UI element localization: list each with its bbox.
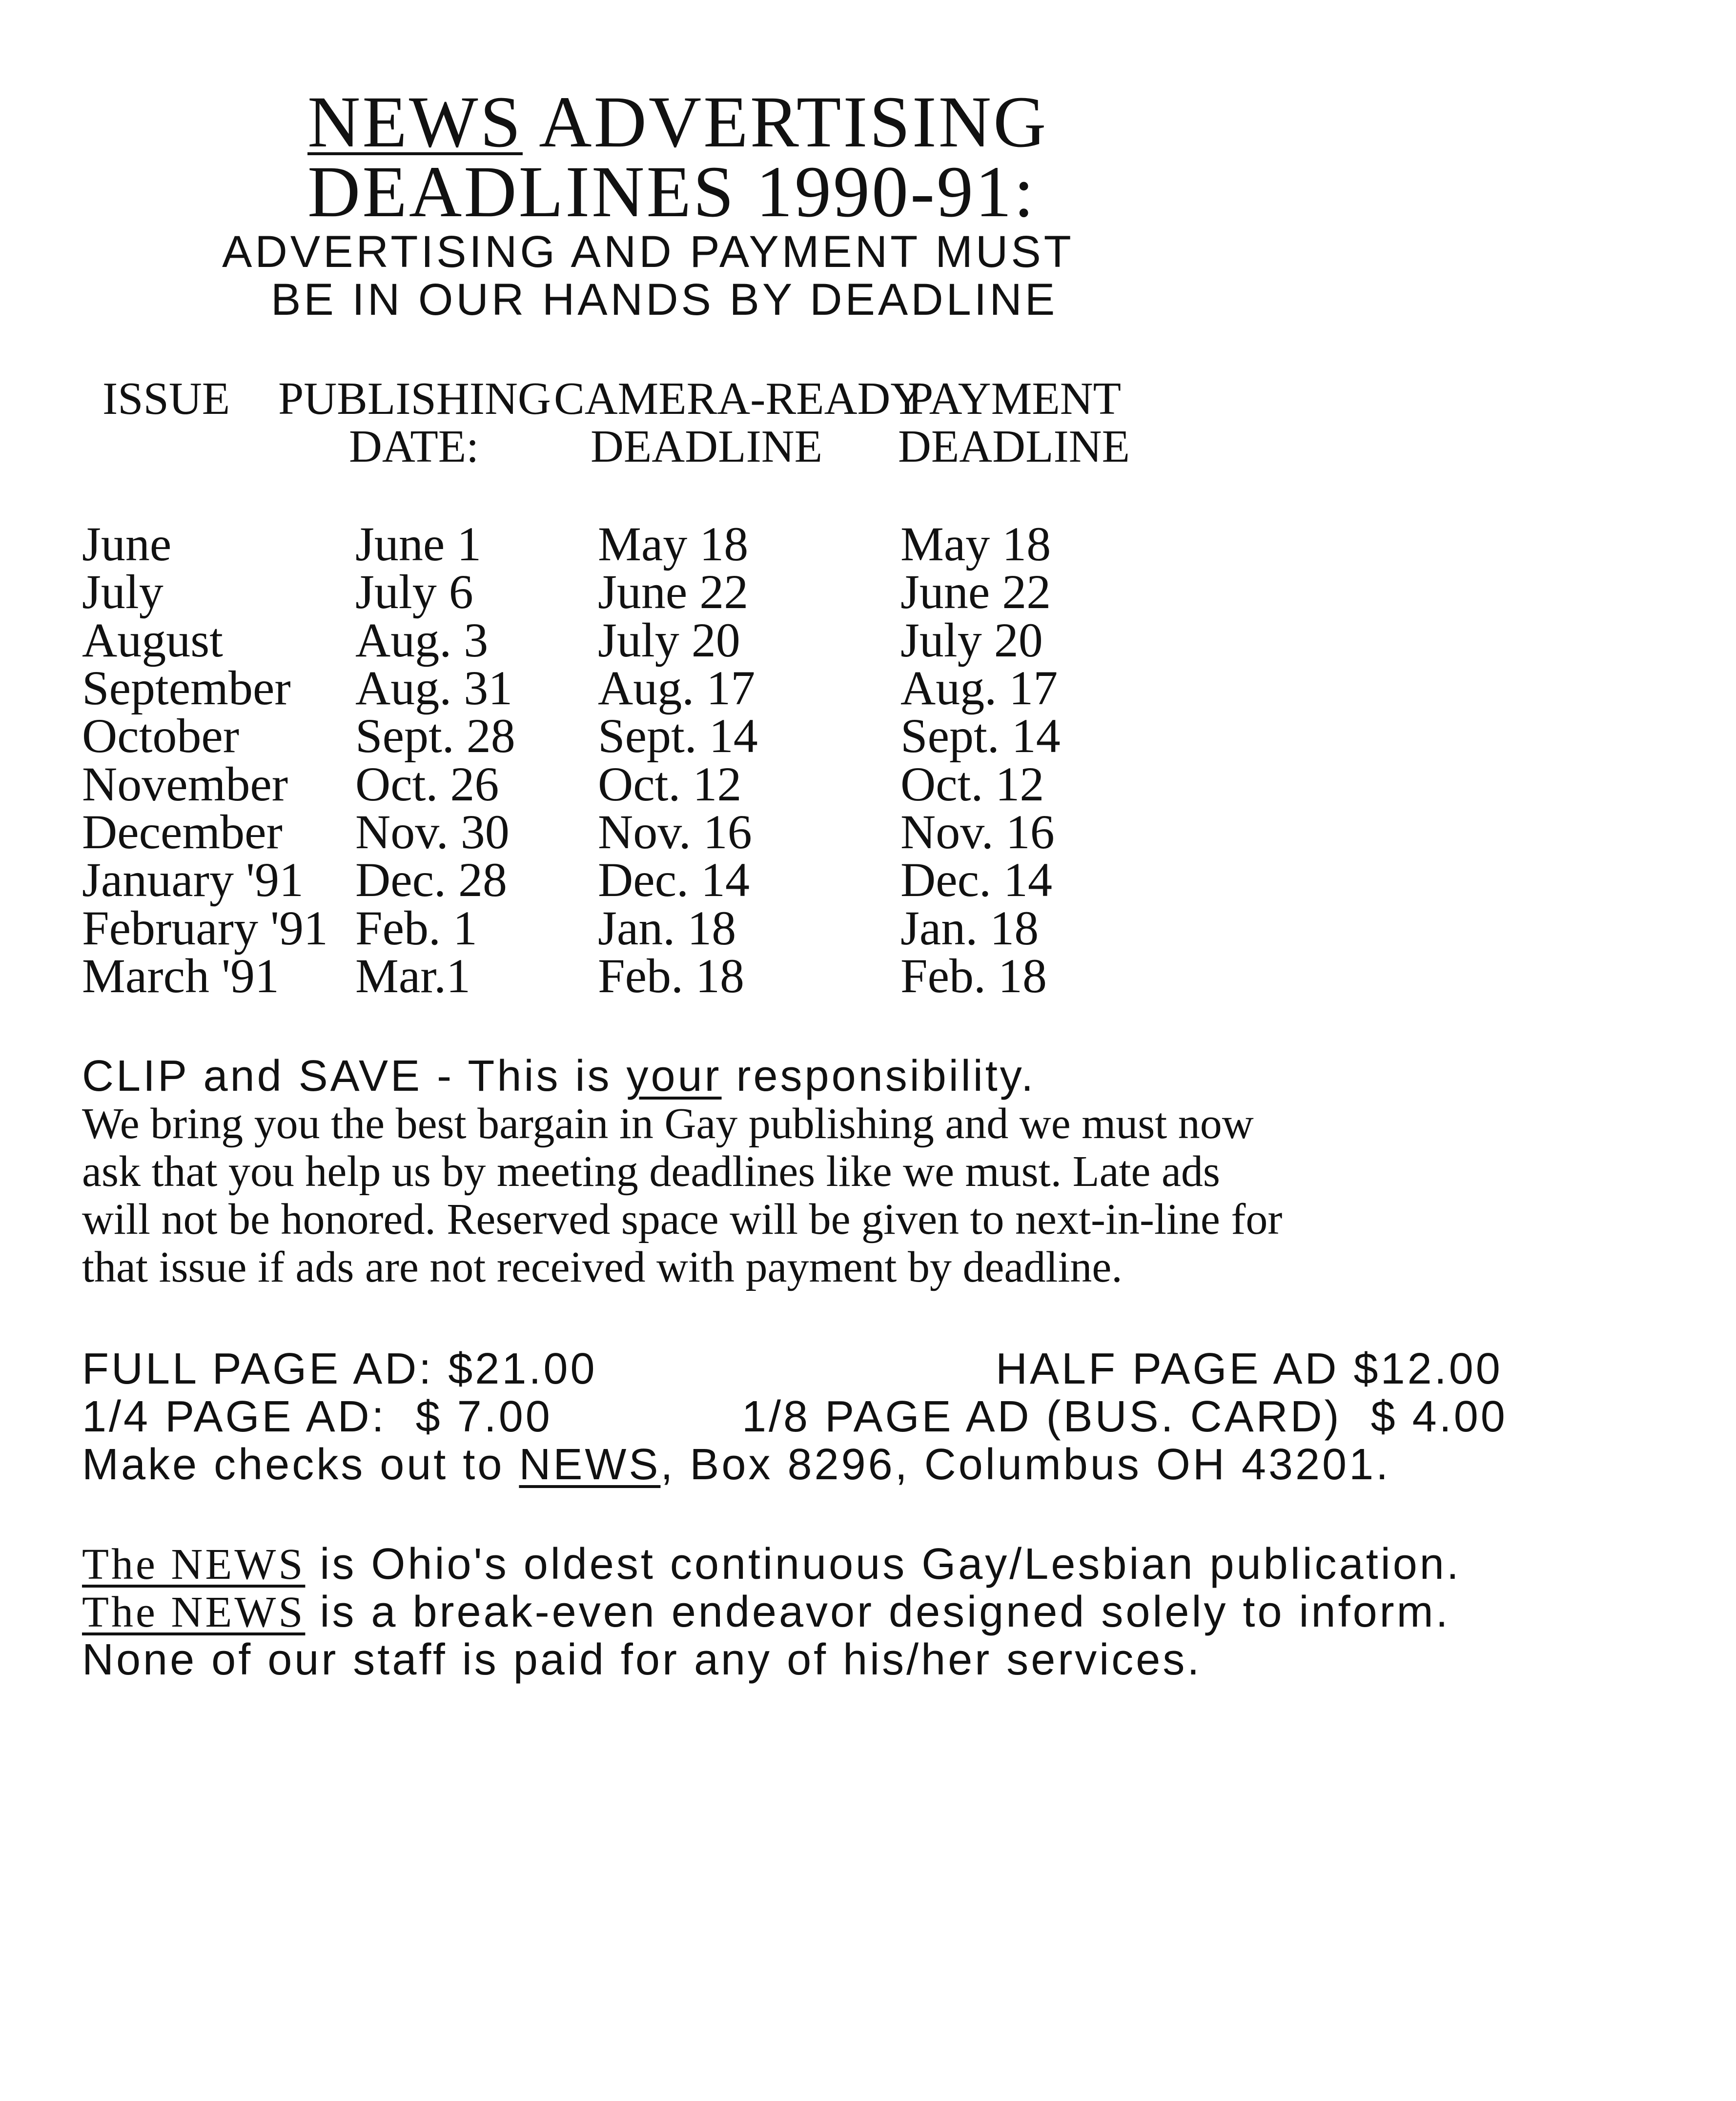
row-camera: May 18 [598, 517, 749, 571]
about-line-1-text: is Ohio's oldest continuous Gay/Lesbian publication. [305, 1540, 1461, 1589]
header-publishing-date: DATE: [349, 421, 479, 472]
row-payment: Sept. 14 [900, 709, 1061, 763]
row-payment: Aug. 17 [900, 661, 1058, 715]
row-issue: June [82, 517, 172, 571]
checks-text-start: Make checks out to [82, 1440, 519, 1489]
row-publishing: Nov. 30 [355, 805, 510, 859]
clip-and-save-heading [82, 1052, 1036, 1101]
clip-paragraph-line: will not be honored. Reserved space will be given to next-in-line for [82, 1195, 1283, 1244]
title-line-1 [307, 82, 1048, 163]
clip-heading-your: your [626, 1052, 722, 1101]
title-advertising: ADVERTISING [522, 82, 1048, 163]
about-line-2 [82, 1590, 1450, 1634]
row-camera: Sept. 14 [598, 709, 758, 763]
row-payment: Feb. 18 [900, 949, 1047, 1003]
row-camera: July 20 [598, 613, 740, 667]
row-camera: June 22 [598, 565, 749, 619]
header-payment: PAYMENT [908, 373, 1122, 424]
row-publishing: Dec. 28 [355, 853, 507, 907]
half-page-rate: HALF PAGE AD $12.00 [996, 1345, 1503, 1393]
row-payment: Nov. 16 [900, 805, 1055, 859]
row-payment: July 20 [900, 613, 1043, 667]
subtitle-line-1: ADVERTISING AND PAYMENT MUST [222, 227, 1074, 277]
row-camera: Nov. 16 [598, 805, 752, 859]
clip-paragraph-line: that issue if ads are not received with payment by deadline. [82, 1243, 1123, 1291]
row-payment: Dec. 14 [900, 853, 1052, 907]
row-camera: Dec. 14 [598, 853, 750, 907]
header-publishing: PUBLISHING [278, 373, 551, 424]
row-issue: February '91 [82, 901, 328, 955]
header-payment-deadline: DEADLINE [898, 421, 1130, 472]
row-publishing: June 1 [355, 517, 482, 571]
header-camera-deadline: DEADLINE [591, 421, 823, 472]
row-issue: August [82, 613, 223, 667]
row-payment: Oct. 12 [900, 757, 1044, 811]
eighth-page-rate: 1/8 PAGE AD (BUS. CARD) $ 4.00 [742, 1392, 1508, 1441]
row-issue: March '91 [82, 949, 280, 1003]
header-issue: ISSUE [102, 373, 230, 424]
clip-paragraph-line: ask that you help us by meeting deadlines like we must. Late ads [82, 1147, 1220, 1196]
row-publishing: Aug. 3 [355, 613, 489, 667]
checks-address: , Box 8296, Columbus OH 43201. [660, 1440, 1391, 1489]
clip-heading-start: CLIP and SAVE - This is [82, 1052, 627, 1101]
row-issue: January '91 [82, 853, 304, 907]
row-camera: Aug. 17 [598, 661, 756, 715]
title-line-2: DEADLINES 1990-91: [307, 151, 1036, 232]
row-publishing: July 6 [355, 565, 473, 619]
row-issue: September [82, 661, 291, 715]
row-payment: June 22 [900, 565, 1051, 619]
title-news: NEWS [307, 82, 523, 163]
the-news-label: The NEWS [82, 1588, 306, 1636]
row-issue: November [82, 757, 288, 811]
quarter-page-rate: 1/4 PAGE AD: $ 7.00 [82, 1392, 552, 1441]
row-publishing: Oct. 26 [355, 757, 499, 811]
row-issue: December [82, 805, 283, 859]
row-publishing: Mar.1 [355, 949, 471, 1003]
about-line-1 [82, 1542, 1461, 1587]
checks-line [82, 1440, 1391, 1489]
the-news-label: The NEWS [82, 1540, 306, 1589]
header-camera-ready: CAMERA-READY [554, 373, 924, 424]
row-camera: Jan. 18 [598, 901, 736, 955]
row-camera: Feb. 18 [598, 949, 744, 1003]
subtitle-line-2: BE IN OUR HANDS BY DEADLINE [271, 275, 1058, 325]
row-publishing: Feb. 1 [355, 901, 477, 955]
clip-paragraph-line: We bring you the best bargain in Gay publishing and we must now [82, 1100, 1254, 1148]
about-line-2-text: is a break-even endeavor designed solely to inform. [305, 1588, 1450, 1636]
row-publishing: Aug. 31 [355, 661, 513, 715]
full-page-rate: FULL PAGE AD: $21.00 [82, 1345, 597, 1393]
row-issue: October [82, 709, 240, 763]
row-issue: July [82, 565, 163, 619]
row-payment: Jan. 18 [900, 901, 1039, 955]
clip-heading-end: responsibility. [721, 1052, 1036, 1101]
row-camera: Oct. 12 [598, 757, 742, 811]
row-payment: May 18 [900, 517, 1051, 571]
checks-news: NEWS [519, 1440, 661, 1489]
about-line-3: None of our staff is paid for any of his/her services. [82, 1635, 1202, 1684]
row-publishing: Sept. 28 [355, 709, 515, 763]
